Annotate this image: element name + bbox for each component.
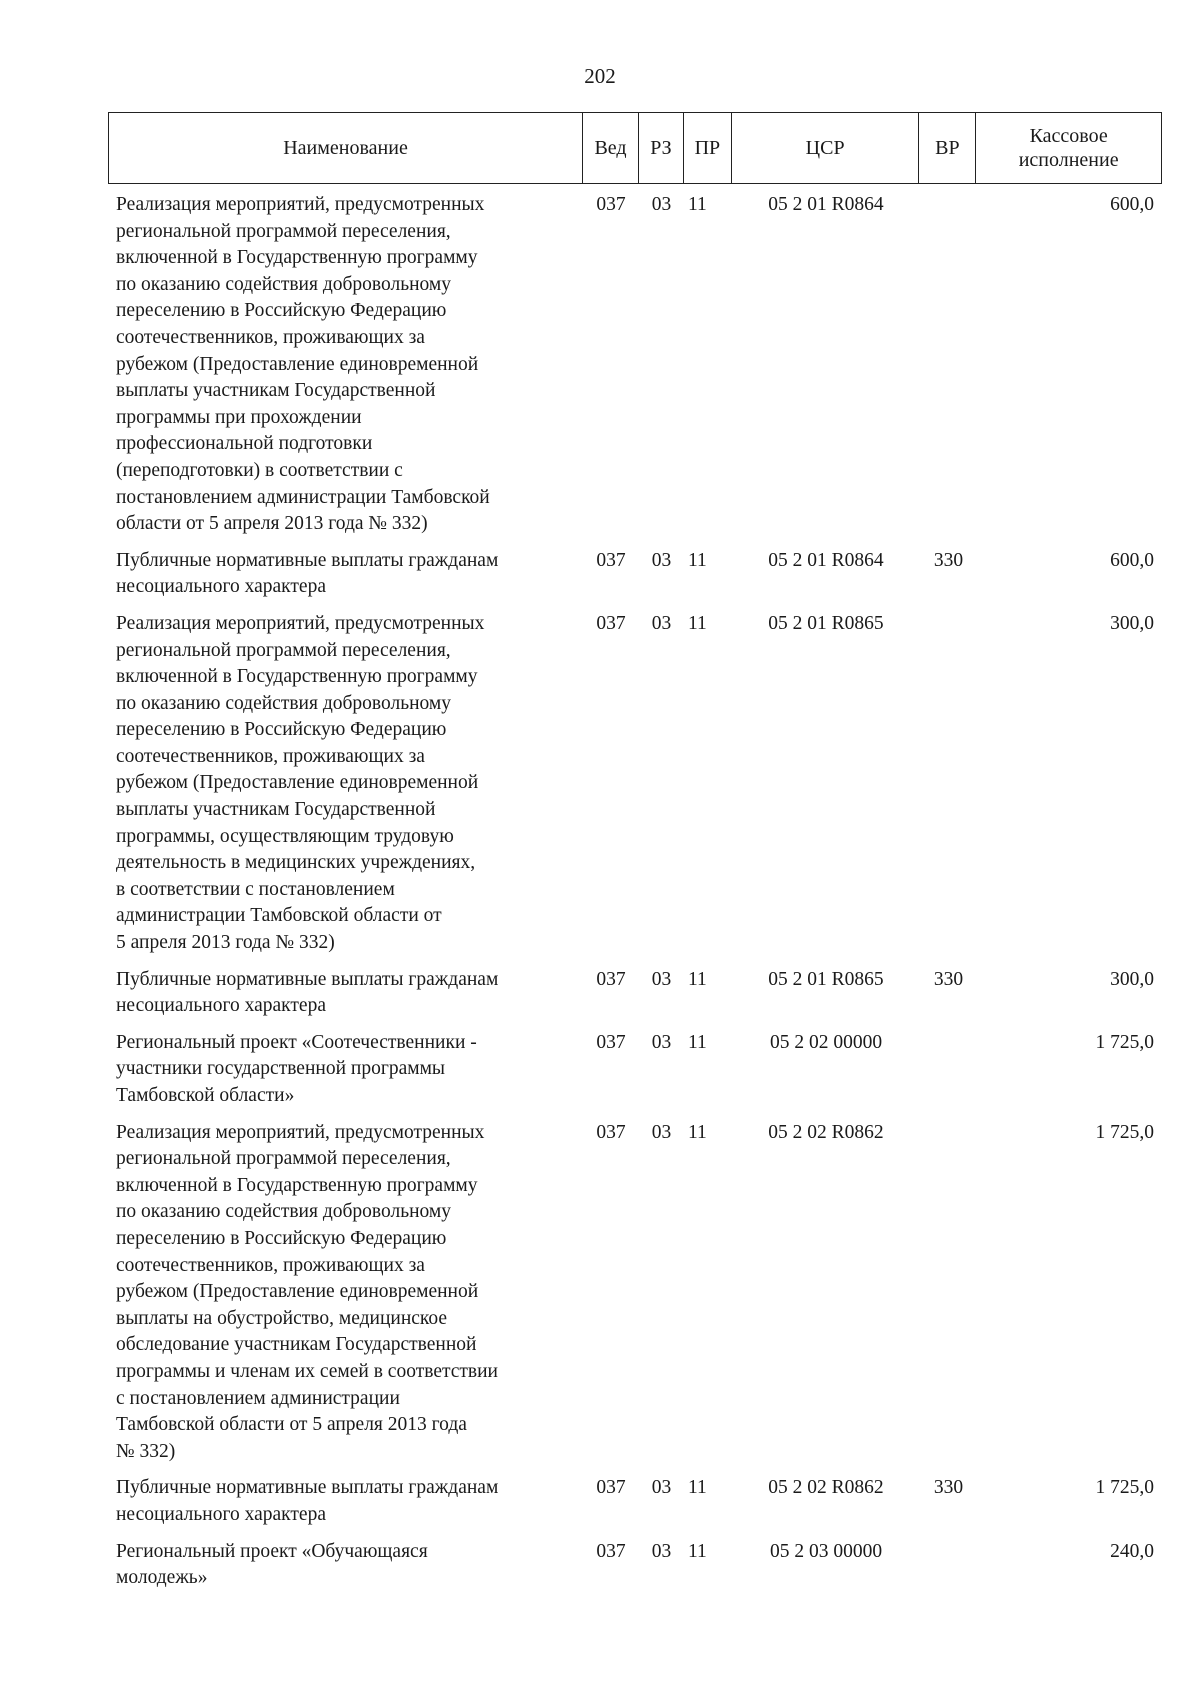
row-name: Региональный проект «Соотечественники - участники государственной программы Тамбовской области» [116,1031,477,1106]
row-vr: 330 [933,968,964,990]
row-pr: 11 [688,612,707,634]
table-row [108,548,1162,601]
row-csr: 05 2 02 00000 [769,1031,883,1053]
row-pr: 11 [688,194,707,215]
row-ved: 037 [596,1540,626,1562]
row-csr: 05 2 03 00000 [769,1540,883,1562]
row-ved: 037 [596,968,626,990]
row-rz: 03 [651,968,672,990]
row-sum: 1 725,0 [1095,1121,1154,1143]
row-vr [920,192,977,538]
row-pr: 11 [688,549,707,571]
row-name: Публичные нормативные выплаты гражданам несоциального характера [116,549,499,598]
row-ved: 037 [596,549,626,571]
table-row [108,1539,1162,1592]
row-name: Реализация мероприятий, предусмотренных региональной программой переселения, включенной в Государственную программу по оказанию содействия добровольному переселению в Российскую Федерацию соотечественников, проживающих за рубежом (Предоставление единовременной выплаты участникам Государственной программы при прохождении профессиональной подготовки (переподготовки) в соответствии с постановлением администрации Тамбовской области от 5 апреля 2013 года № 332) [116,194,490,535]
row-sum: 600,0 [1110,549,1154,571]
row-vr: 330 [933,1477,964,1499]
row-name: Реализация мероприятий, предусмотренных региональной программой переселения, включенной в Государственную программу по оказанию содействия добровольному переселению в Российскую Федерацию соотечественников, проживающих за рубежом (Предоставление единовременной выплаты на обустройство, медицинское обследование участникам Государственной программы и членам их семей в соответствии с постановлением администрации Тамбовской области от 5 апреля 2013 года № 332) [116,1121,498,1462]
row-pr: 11 [688,968,707,990]
row-ved: 037 [596,1121,626,1143]
header-sum: Кассовое исполнение [1018,125,1119,171]
row-vr: 330 [933,549,964,571]
row-sum: 1 725,0 [1095,1031,1154,1053]
row-sum: 240,0 [1110,1540,1154,1562]
row-ved: 037 [596,194,626,215]
row-rz: 03 [651,1477,672,1499]
header-ved: Вед [583,113,639,183]
row-pr: 11 [688,1540,707,1562]
row-name: Региональный проект «Обучающаяся молодежь» [116,1540,428,1589]
row-rz: 03 [651,1121,672,1143]
row-sum: 300,0 [1110,968,1154,990]
row-csr: 05 2 01 R0864 [768,549,884,571]
row-pr: 11 [688,1121,707,1143]
row-sum: 600,0 [1110,194,1154,215]
page-number: 202 [584,64,616,88]
header-csr: ЦСР [732,113,920,183]
table-row [108,192,1162,538]
row-sum: 300,0 [1110,612,1154,634]
header-rz: РЗ [639,113,684,183]
table-row [108,1475,1162,1528]
header-pr: ПР [684,113,732,183]
row-pr: 11 [688,1477,707,1499]
row-vr [920,1539,977,1592]
row-rz: 03 [651,612,672,634]
row-ved: 037 [596,612,626,634]
table-body [108,192,1162,1592]
header-vr: ВР [919,113,976,183]
row-vr [920,1030,977,1110]
row-ved: 037 [596,1031,626,1053]
row-csr: 05 2 02 R0862 [768,1121,884,1143]
budget-table [108,112,1162,1592]
row-csr: 05 2 01 R0864 [768,194,884,215]
row-rz: 03 [651,1031,672,1053]
row-csr: 05 2 01 R0865 [768,968,884,990]
row-rz: 03 [651,194,672,215]
table-row [108,1030,1162,1110]
row-name: Реализация мероприятий, предусмотренных региональной программой переселения, включенной в Государственную программу по оказанию содействия добровольному переселению в Российскую Федерацию соотечественников, проживающих за рубежом (Предоставление единовременной выплаты участникам Государственной программы, осуществляющим трудовую деятельность в медицинских учреждениях, в соответствии с постановлением администрации Тамбовской области от 5 апреля 2013 года № 332) [116,612,485,954]
row-rz: 03 [651,549,672,571]
row-vr [920,1120,977,1466]
row-ved: 037 [596,1477,626,1499]
row-name: Публичные нормативные выплаты гражданам несоциального характера [116,968,499,1017]
table-header [108,112,1162,184]
row-sum: 1 725,0 [1095,1477,1154,1499]
row-csr: 05 2 01 R0865 [768,612,884,634]
header-name: Наименование [109,113,583,183]
row-name: Публичные нормативные выплаты гражданам несоциального характера [116,1477,499,1525]
table-row [108,967,1162,1020]
row-pr: 11 [688,1031,707,1053]
row-csr: 05 2 02 R0862 [768,1477,884,1499]
table-row [108,611,1162,957]
row-rz: 03 [651,1540,672,1562]
table-row [108,1120,1162,1466]
row-vr [920,611,977,957]
